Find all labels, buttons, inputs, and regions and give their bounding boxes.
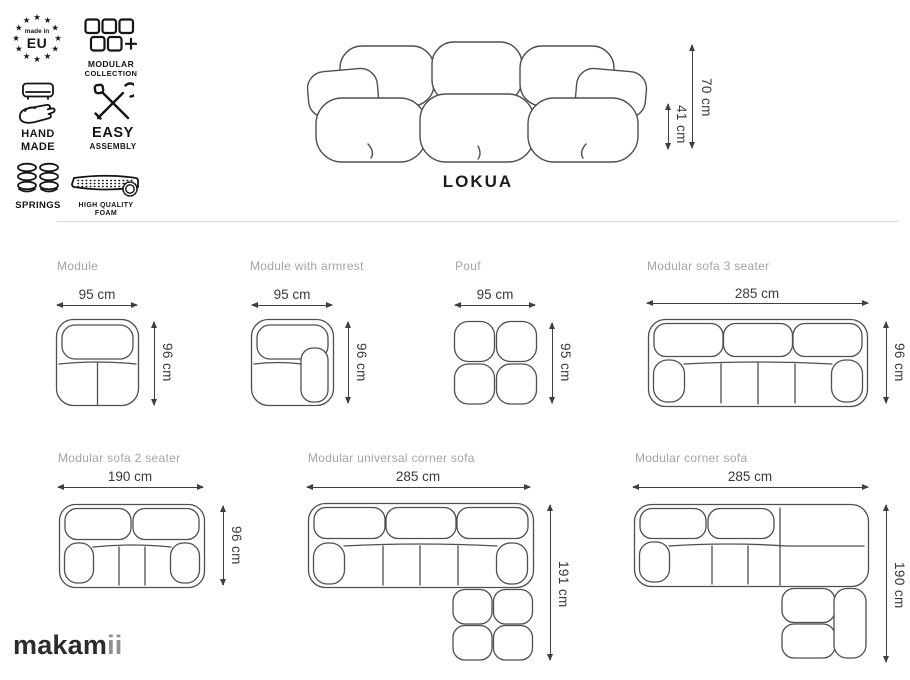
- pouf-height-arrow: [552, 323, 553, 403]
- module-height-arrow: [154, 322, 155, 405]
- svg-text:★: ★: [54, 34, 62, 44]
- assembly-label: ASSEMBLY: [89, 141, 137, 151]
- svg-text:★: ★: [33, 55, 41, 65]
- sofa-front-illustration: [296, 36, 660, 168]
- svg-text:★: ★: [51, 23, 60, 34]
- diagram-title-corner: Modular corner sofa: [635, 451, 748, 465]
- module-height-dimension: 96 cm: [160, 343, 175, 382]
- svg-text:★: ★: [33, 13, 41, 23]
- springs-label: SPRINGS: [15, 200, 61, 211]
- seat-height-arrow: [668, 104, 669, 149]
- hand-label: HAND: [21, 128, 55, 140]
- universal-corner-height-arrow: [550, 505, 551, 660]
- diagram-title-pouf: Pouf: [455, 259, 481, 273]
- brand-logo-text: makam: [13, 630, 108, 660]
- corner-height-dimension: 190 cm: [892, 562, 907, 609]
- universal-corner-height-dimension: 191 cm: [556, 561, 571, 608]
- made-in-eu-badge: [10, 12, 64, 66]
- svg-text:★: ★: [12, 34, 20, 44]
- pouf-top-view: [453, 320, 538, 406]
- eu-label: EU: [26, 35, 48, 51]
- overall-height-dimension: 70 cm: [699, 78, 714, 117]
- high-quality-label: HIGH QUALITY: [78, 202, 134, 209]
- overall-height-arrow: [692, 45, 693, 148]
- svg-text:★: ★: [14, 23, 23, 34]
- sofa2-width-dimension: 190 cm: [107, 469, 153, 484]
- diagram-title-module-armrest: Module with armrest: [250, 259, 364, 273]
- sofa3-width-arrow: [647, 303, 868, 304]
- springs-icon: [15, 162, 61, 196]
- product-name: LOKUA: [442, 172, 514, 191]
- brand-logo: [13, 630, 122, 661]
- sofa2-height-arrow: [223, 506, 224, 585]
- sofa2-top-view: [58, 503, 206, 589]
- svg-text:★: ★: [43, 52, 52, 63]
- corner-width-arrow: [633, 487, 868, 488]
- seat-height-dimension: 41 cm: [674, 105, 689, 144]
- module-armrest-top-view: [250, 318, 335, 408]
- svg-text:★: ★: [43, 15, 52, 26]
- pouf-width-dimension: 95 cm: [476, 287, 514, 302]
- universal-corner-width-arrow: [307, 487, 530, 488]
- module-armrest-height-arrow: [348, 322, 349, 403]
- diagram-title-universal-corner: Modular universal corner sofa: [308, 451, 475, 465]
- module-armrest-width-dimension: 95 cm: [273, 287, 311, 302]
- universal-corner-width-dimension: 285 cm: [395, 469, 441, 484]
- eu-stars-icon: [10, 12, 64, 66]
- easy-assembly-badge: [84, 82, 142, 151]
- high-quality-foam-badge: [68, 172, 144, 218]
- svg-text:★: ★: [22, 52, 31, 63]
- made-label: MADE: [21, 140, 55, 153]
- module-armrest-height-dimension: 96 cm: [354, 343, 369, 382]
- corner-top-view: [633, 503, 870, 660]
- sofa3-width-dimension: 285 cm: [734, 286, 780, 301]
- module-width-arrow: [57, 305, 137, 306]
- foam-label: FOAM: [94, 210, 118, 218]
- module-width-dimension: 95 cm: [78, 287, 116, 302]
- brand-logo-suffix: ii: [107, 630, 123, 660]
- pouf-width-arrow: [455, 305, 535, 306]
- corner-width-dimension: 285 cm: [727, 469, 773, 484]
- diagram-title-sofa3: Modular sofa 3 seater: [647, 259, 770, 273]
- svg-text:★: ★: [14, 44, 23, 55]
- easy-label: EASY: [92, 125, 134, 141]
- sofa2-height-dimension: 96 cm: [229, 526, 244, 565]
- hand-made-icon: [16, 82, 60, 124]
- foam-icon: [70, 172, 142, 198]
- springs-badge: [12, 162, 64, 212]
- module-top-view: [55, 318, 140, 408]
- sofa2-width-arrow: [58, 487, 203, 488]
- sofa3-height-arrow: [886, 322, 887, 403]
- modular-collection-badge: [80, 18, 142, 78]
- universal-corner-top-view: [307, 502, 535, 662]
- tools-icon: [92, 82, 134, 122]
- svg-text:★: ★: [51, 44, 60, 55]
- hand-made-badge: [14, 82, 62, 153]
- svg-text:★: ★: [22, 15, 31, 26]
- diagram-title-module: Module: [57, 259, 99, 273]
- section-divider: [57, 221, 898, 222]
- collection-label: COLLECTION: [84, 68, 138, 78]
- diagram-title-sofa2: Modular sofa 2 seater: [58, 451, 181, 465]
- sofa3-top-view: [647, 318, 869, 408]
- modular-label: MODULAR: [87, 59, 135, 69]
- made-in-label: made in: [24, 28, 50, 35]
- modular-grid-icon: [84, 18, 138, 56]
- sofa3-height-dimension: 96 cm: [892, 343, 907, 382]
- module-armrest-width-arrow: [252, 305, 332, 306]
- corner-height-arrow: [886, 505, 887, 662]
- pouf-height-dimension: 95 cm: [558, 343, 573, 382]
